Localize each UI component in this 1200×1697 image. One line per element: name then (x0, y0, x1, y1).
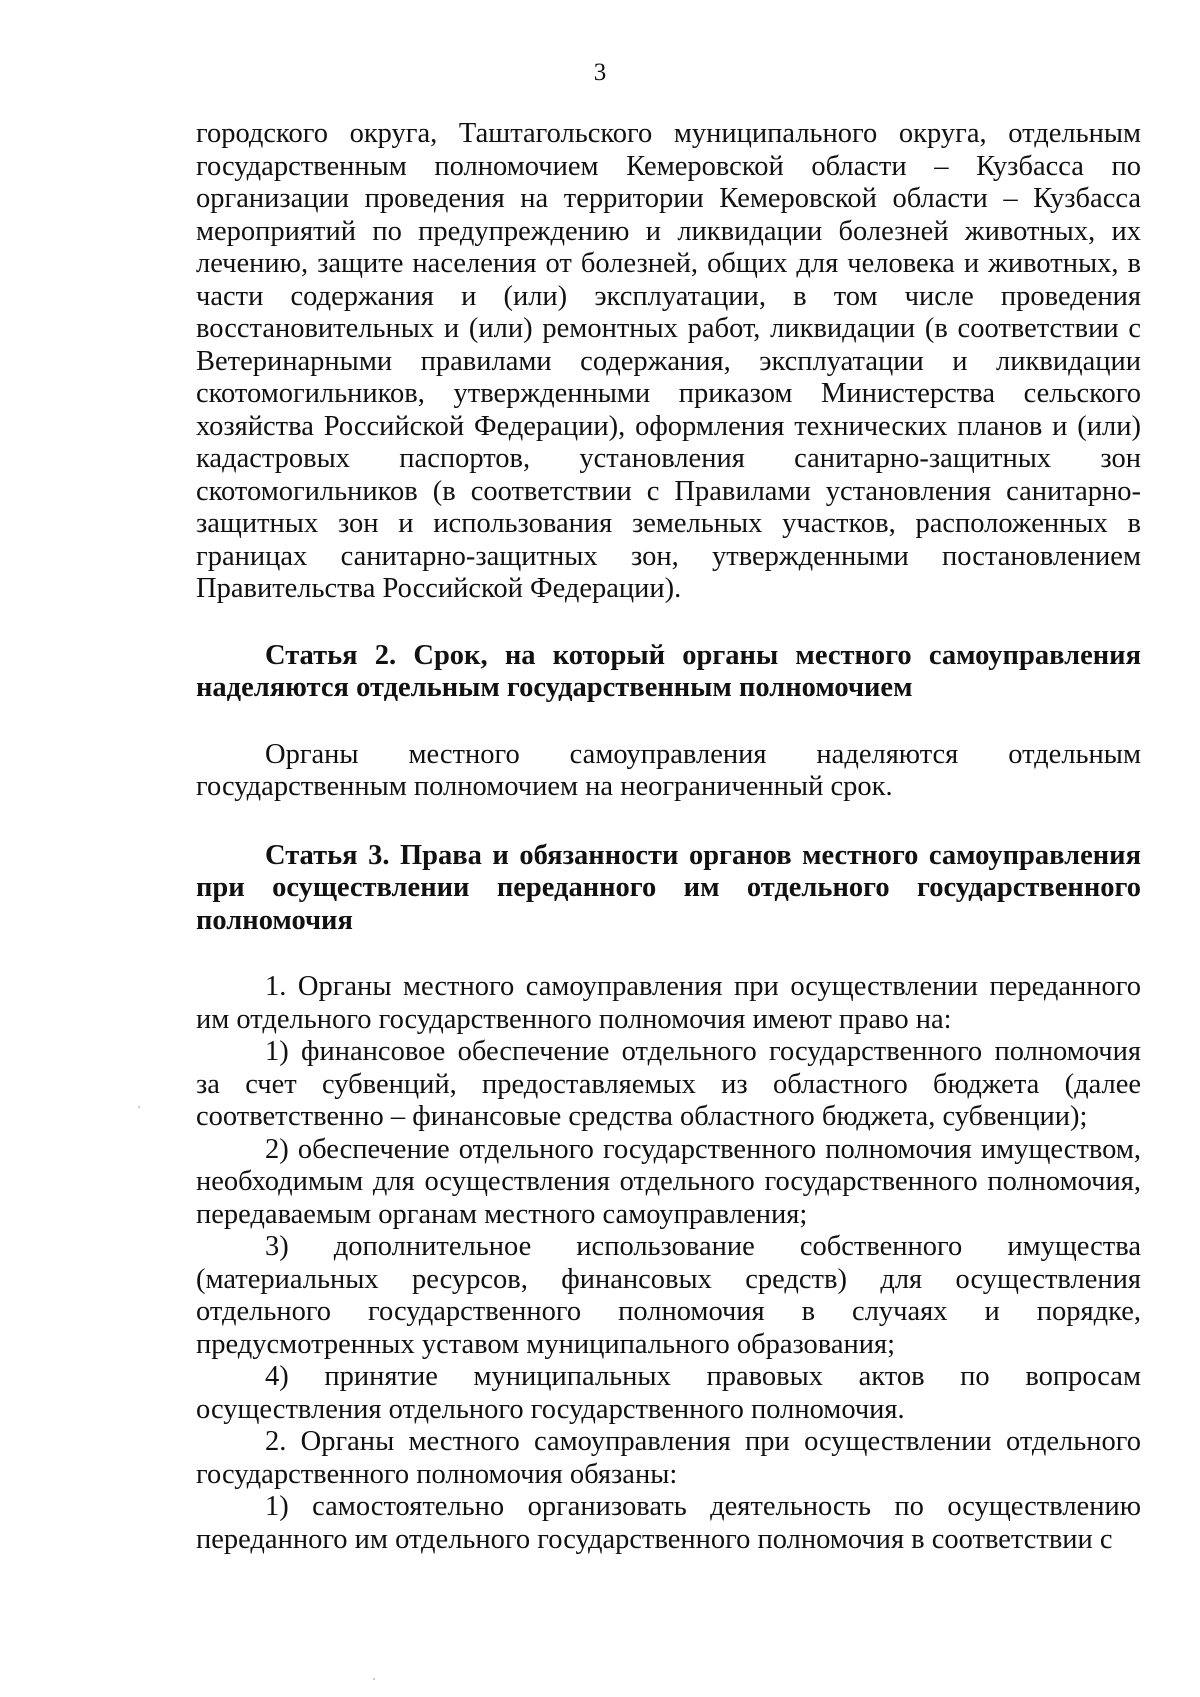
article-3-item-1-4: 4) принятие муниципальных правовых актов по вопросам осуществления отдельного государственного полномочия. (196, 1361, 1141, 1425)
article-3-item-1-1: 1) финансовое обеспечение отдельного государственного полномочия за счет субвенций, предоставляемых из областного бюджета (далее соответственно – финансовые средства областного бюджета, субвенции); (196, 1036, 1141, 1132)
article-3-item-2-1: 1) самостоятельно организовать деятельность по осуществлению переданного им отдельного государственного полномочия в соответствии с (196, 1491, 1141, 1555)
article-3-paragraph-2: 2. Органы местного самоуправления при осуществлении отдельного государственного полномочия обязаны: (196, 1426, 1141, 1490)
article-2-paragraph: Органы местного самоуправления наделяются отдельным государственным полномочием на неограниченный срок. (196, 738, 1141, 802)
article-3-item-1-3: 3) дополнительное использование собственного имущества (материальных ресурсов, финансовых средств) для осуществления отдельного государственного полномочия в случаях и порядке, предусмотренных уставом муниципального образования; (196, 1231, 1141, 1360)
page-number: 3 (593, 59, 607, 86)
scan-speck (138, 1106, 140, 1108)
article-3-heading: Статья 3. Права и обязанности органов местного самоуправления при осуществлении переданного им отдельного государственного полномочия (196, 839, 1141, 936)
document-body (196, 118, 1141, 1556)
article-3-paragraph-1: 1. Органы местного самоуправления при осуществлении переданного им отдельного государственного полномочия имеют право на: (196, 971, 1141, 1035)
article-2-heading: Статья 2. Срок, на который органы местного самоуправления наделяются отдельным государственным полномочием (196, 639, 1141, 703)
article-3-item-1-2: 2) обеспечение отдельного государственного полномочия имуществом, необходимым для осуществления отдельного государственного полномочия, передаваемым органам местного самоуправления; (196, 1133, 1141, 1230)
intro-paragraph: городского округа, Таштагольского муниципального округа, отдельным государственным полномочием Кемеровской области – Кузбасса по организации проведения на территории Кемеровской области – Кузбасса мероприятий по предупреждению и ликвидации болезней животных, их лечению, защите населения от болезней, общих для человека и животных, в части содержания и (или) эксплуатации, в том числе проведения восстановительных и (или) ремонтных работ, ликвидации (в соответствии с Ветеринарными правилами содержания, эксплуатации и ликвидации скотомогильников, утвержденными приказом Министерства сельского хозяйства Российской Федерации), оформления технических планов и (или) кадастровых паспортов, установления санитарно-защитных зон скотомогильников (в соответствии с Правилами установления санитарно-защитных зон и использования земельных участков, расположенных в границах санитарно-защитных зон, утвержденными постановлением Правительства Российской Федерации). (196, 118, 1141, 604)
scan-speck (373, 1678, 375, 1680)
